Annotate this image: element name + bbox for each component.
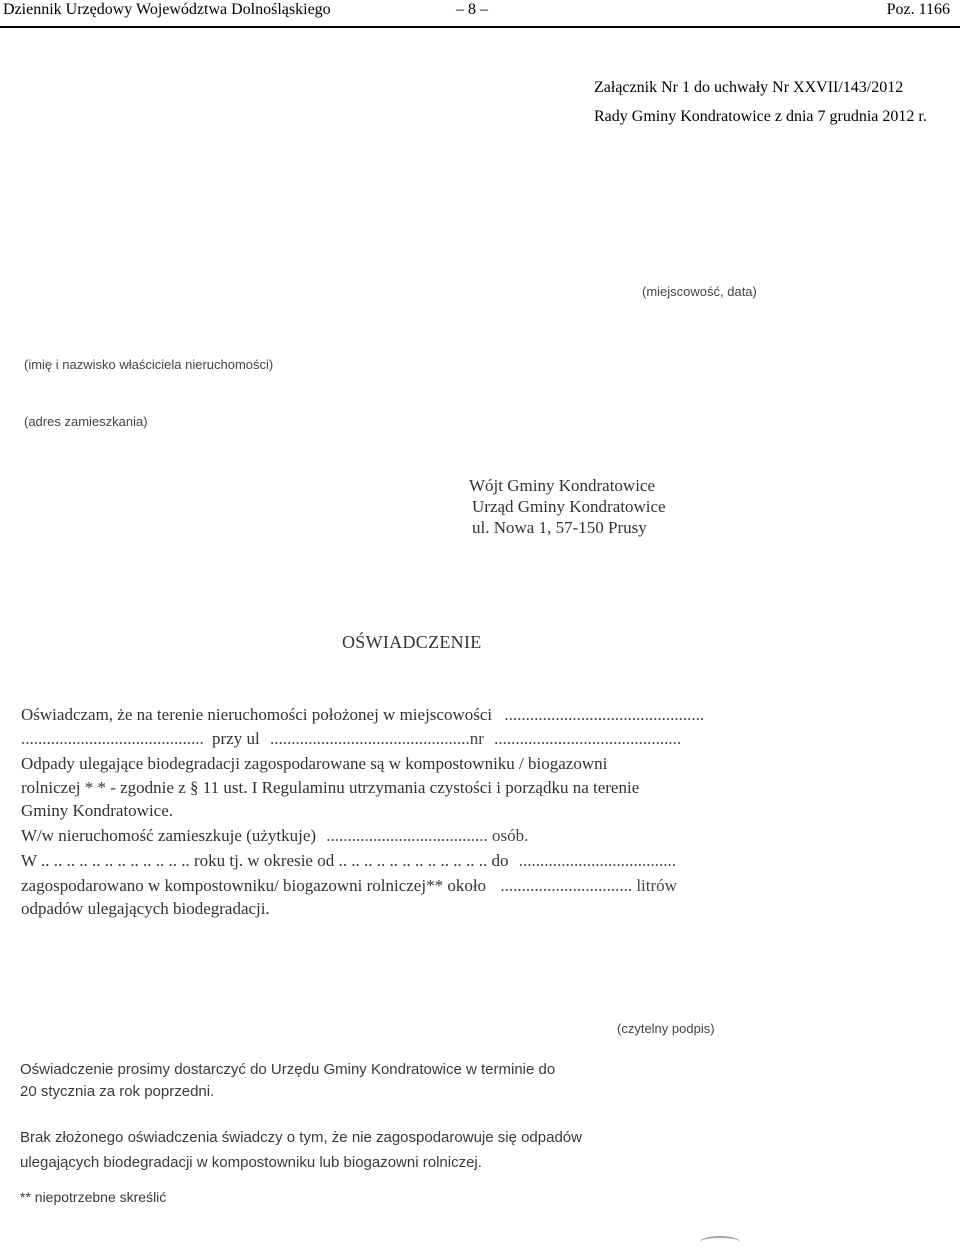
- owner-name-label: (imię i nazwisko właściciela nieruchomości): [24, 357, 274, 372]
- page-number: – 8 –: [456, 1, 488, 18]
- statement-line-3: Odpady ulegające biodegradacji zagospodarowane są w kompostowniku / biogazowni: [21, 754, 608, 773]
- period-text: W .. .. .. .. .. .. .. .. .. .. .. .. roku tj. w okresie od .. .. .. .. .. .. .. .. .. .. .. .. do: [21, 851, 509, 870]
- recipient-block: [469, 475, 666, 538]
- annex-line-2: Rady Gminy Kondratowice z dnia 7 grudnia 2012 r.: [594, 108, 927, 125]
- number-blank: ............................................: [494, 729, 682, 748]
- annex-line-1: Załącznik Nr 1 do uchwały Nr XXVII/143/2012: [594, 79, 904, 96]
- recipient-line-3: ul. Nowa 1, 57-150 Prusy: [472, 518, 647, 537]
- statement-line-7: [21, 851, 676, 871]
- journal-title: Dziennik Urzędowy Województwa Dolnośląskiego: [3, 1, 331, 18]
- statement-line-9: odpadów ulegających biodegradacji.: [21, 899, 270, 918]
- deadline-note: [20, 1059, 555, 1103]
- deadline-line-2: 20 stycznia za rok poprzedni.: [20, 1083, 215, 1100]
- statement-text: Oświadczam, że na terenie nieruchomości położonej w miejscowości: [21, 705, 493, 724]
- recipient-line-2: Urząd Gminy Kondratowice: [472, 497, 666, 516]
- volume-text: zagospodarowano w kompostowniku/ biogazowni rolniczej** około: [21, 876, 487, 895]
- absence-note: [20, 1125, 582, 1175]
- recipient-line-1: Wójt Gminy Kondratowice: [469, 476, 656, 495]
- street-label: przy ul: [212, 729, 260, 748]
- absence-line-2: ulegających biodegradacji w kompostowniku lub biogazowni rolniczej.: [20, 1154, 482, 1171]
- period-end-blank: .....................................: [518, 851, 676, 870]
- statement-line-6: [21, 826, 528, 846]
- form-title: OŚWIADCZENIE: [342, 632, 482, 652]
- deadline-line-1: Oświadczenie prosimy dostarczyć do Urzędu Gminy Kondratowice w terminie do: [20, 1061, 556, 1078]
- place-date-label: (miejscowość, data): [642, 284, 757, 299]
- volume-blank: ............................... litrów: [500, 876, 677, 895]
- signature-label: (czytelny podpis): [617, 1021, 715, 1036]
- scan-artifact: [700, 1236, 740, 1248]
- locality-blank-cont: ...........................................: [21, 729, 204, 748]
- residents-blank: ...................................... osób.: [326, 826, 529, 845]
- position-number: Poz. 1166: [886, 1, 950, 18]
- footnote: ** niepotrzebne skreślić: [20, 1189, 167, 1205]
- locality-blank: ...............................................: [504, 705, 705, 724]
- statement-line-4: rolniczej * * - zgodnie z § 11 ust. I Regulaminu utrzymania czystości i porządku na terenie: [21, 778, 640, 797]
- statement-line-1: [21, 705, 704, 725]
- street-blank: ...............................................nr: [269, 729, 484, 748]
- absence-line-1: Brak złożonego oświadczenia świadczy o tym, że nie zagospodarowuje się odpadów: [20, 1129, 582, 1146]
- statement-line-2: [21, 729, 681, 749]
- statement-line-5: Gminy Kondratowice.: [21, 801, 174, 820]
- annex-reference: [594, 73, 927, 131]
- address-label: (adres zamieszkania): [24, 414, 148, 429]
- statement-line-8: [21, 876, 677, 896]
- page-header: [0, 0, 960, 28]
- residents-text: W/w nieruchomość zamieszkuje (użytkuje): [21, 826, 317, 845]
